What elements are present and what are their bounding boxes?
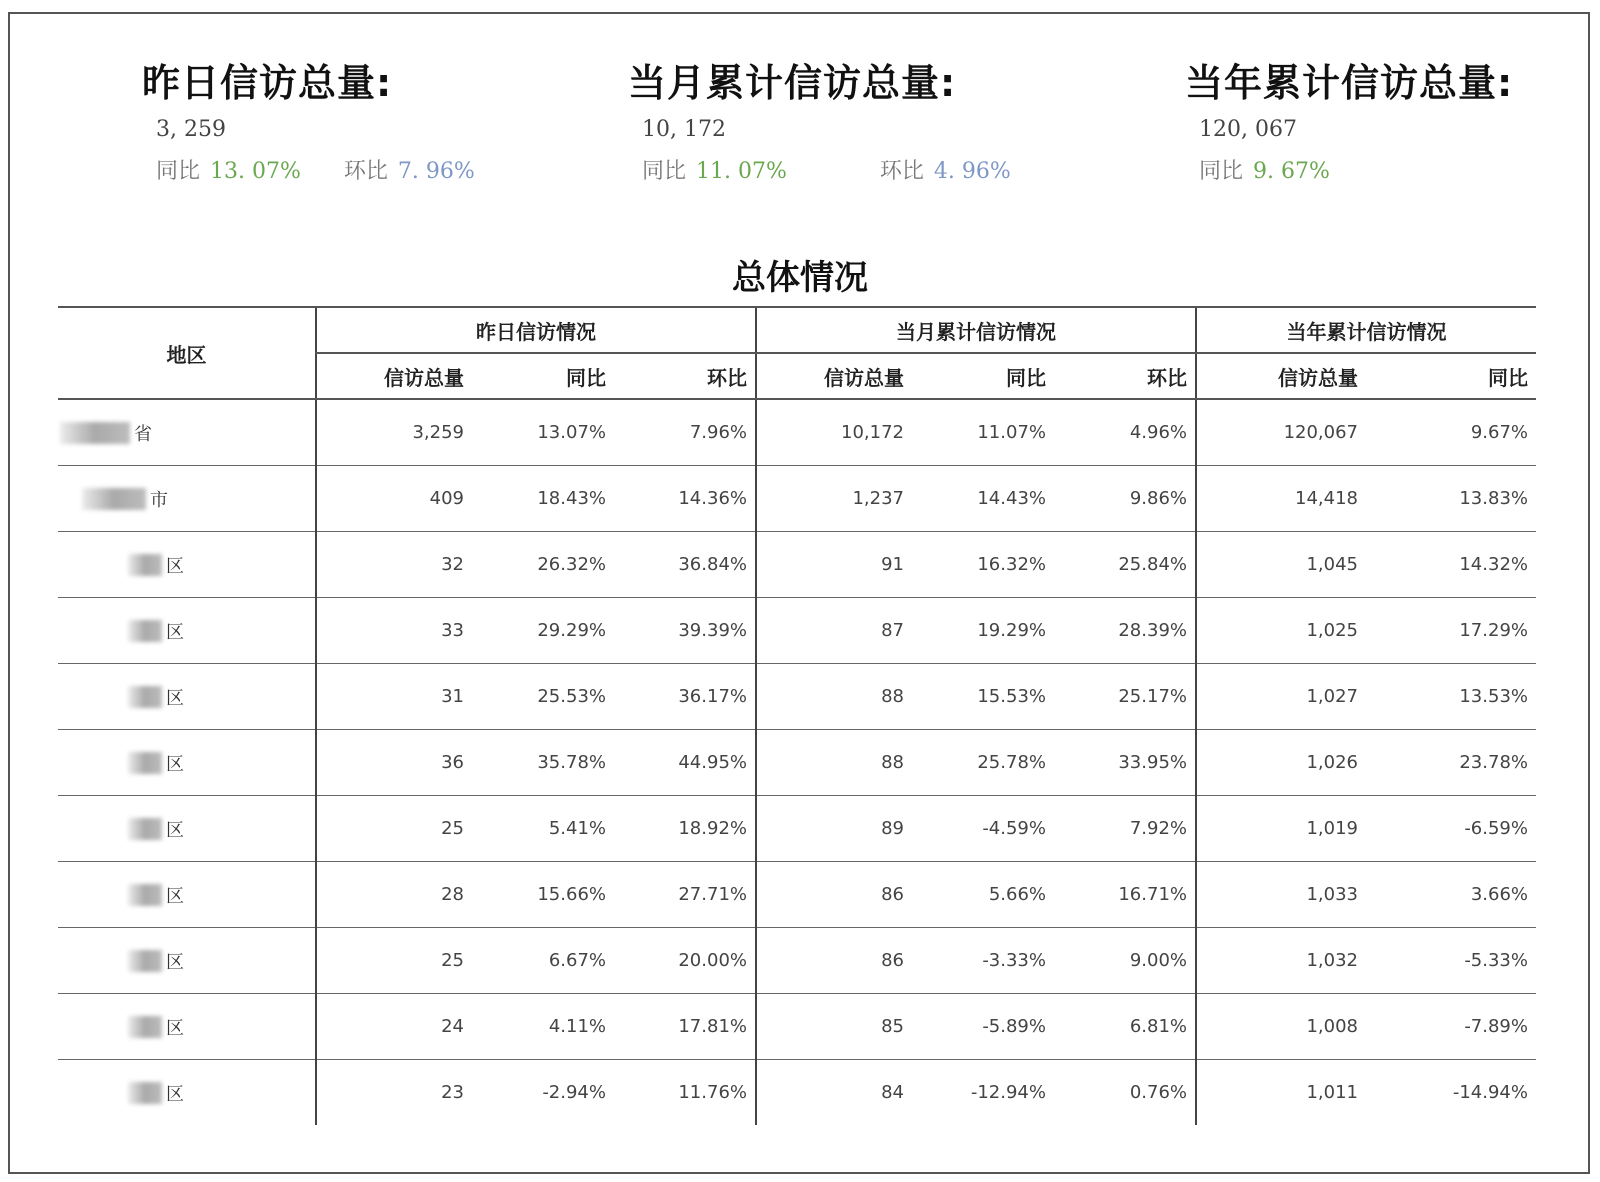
region-suffix: 区 — [166, 1083, 184, 1105]
group-header-year: 当年累计信访情况 — [1196, 307, 1536, 353]
col-header: 环比 — [614, 353, 756, 399]
table-cell: 14.32% — [1366, 532, 1536, 598]
kpi-changes — [1199, 154, 1513, 185]
table-cell: 120,067 — [1196, 399, 1366, 466]
yoy-value: 9. 67% — [1253, 159, 1330, 184]
region-cell — [58, 1060, 316, 1126]
redacted-region-name — [128, 752, 162, 774]
table-cell: 6.81% — [1054, 994, 1196, 1060]
table-row — [58, 796, 1536, 862]
table-cell: 26.32% — [472, 532, 614, 598]
table-cell: 25.78% — [912, 730, 1054, 796]
yoy-label: 同比 — [642, 159, 687, 184]
redacted-region-name — [82, 488, 146, 510]
table-cell: 6.67% — [472, 928, 614, 994]
table-cell: 1,033 — [1196, 862, 1366, 928]
table-cell: 17.81% — [614, 994, 756, 1060]
redacted-region-name — [128, 884, 162, 906]
table-cell: 33 — [316, 598, 472, 664]
region-cell — [58, 994, 316, 1060]
kpi-value: 120, 067 — [1199, 117, 1297, 142]
redacted-region-name — [128, 620, 162, 642]
table-cell: 39.39% — [614, 598, 756, 664]
table-cell: -3.33% — [912, 928, 1054, 994]
table-cell: 13.83% — [1366, 466, 1536, 532]
group-header-yesterday: 昨日信访情况 — [316, 307, 756, 353]
redacted-region-name — [128, 1016, 162, 1038]
table-cell: 5.66% — [912, 862, 1054, 928]
region-suffix: 区 — [166, 951, 184, 973]
region-suffix: 区 — [166, 555, 184, 577]
table-cell: 36.84% — [614, 532, 756, 598]
region-suffix: 区 — [166, 621, 184, 643]
yoy-label: 同比 — [1199, 159, 1244, 184]
region-suffix: 区 — [166, 1017, 184, 1039]
group-header-month: 当月累计信访情况 — [756, 307, 1196, 353]
table-cell: 14.36% — [614, 466, 756, 532]
table-cell: 18.43% — [472, 466, 614, 532]
table-cell: 25.84% — [1054, 532, 1196, 598]
table-cell: 25.53% — [472, 664, 614, 730]
region-suffix: 省 — [134, 423, 152, 445]
table-cell: 36 — [316, 730, 472, 796]
table-cell: 4.96% — [1054, 399, 1196, 466]
table-cell: 1,026 — [1196, 730, 1366, 796]
kpi-value: 10, 172 — [642, 117, 726, 142]
yoy-label: 同比 — [156, 159, 201, 184]
table-cell: 15.53% — [912, 664, 1054, 730]
table-cell: 409 — [316, 466, 472, 532]
table-cell: -12.94% — [970, 1082, 1046, 1103]
table-cell: 1,032 — [1196, 928, 1366, 994]
region-cell — [58, 862, 316, 928]
table-cell: 85 — [756, 994, 912, 1060]
table-cell: 44.95% — [614, 730, 756, 796]
redacted-region-name — [60, 422, 130, 444]
table-cell: 16.32% — [912, 532, 1054, 598]
table-cell: 13.53% — [1366, 664, 1536, 730]
mom-value: 7. 96% — [397, 159, 475, 184]
table-cell: -5.33% — [1366, 928, 1536, 994]
col-header: 信访总量 — [1196, 353, 1366, 399]
table-cell: 1,237 — [756, 466, 912, 532]
table-cell: 23 — [316, 1060, 472, 1126]
table-cell: 5.41% — [472, 796, 614, 862]
table-cell: 35.78% — [472, 730, 614, 796]
table-cell: 9.67% — [1366, 399, 1536, 466]
redacted-region-name — [128, 950, 162, 972]
table-cell: 11.76% — [678, 1082, 747, 1103]
table-cell: 14,418 — [1196, 466, 1366, 532]
region-suffix: 区 — [166, 819, 184, 841]
region-cell — [58, 928, 316, 994]
table-cell: 9.86% — [1054, 466, 1196, 532]
table-body — [58, 399, 1536, 1125]
kpi-value: 3, 259 — [156, 117, 226, 142]
kpi-title: 昨日信访总量: — [142, 61, 393, 105]
mom-value: 4. 96% — [933, 159, 1011, 184]
table-cell: 13.07% — [472, 399, 614, 466]
table-cell: 32 — [316, 532, 472, 598]
table-cell: 14.43% — [912, 466, 1054, 532]
table-cell: 11.07% — [912, 399, 1054, 466]
table-cell: 1,027 — [1196, 664, 1366, 730]
table-cell: 25 — [316, 928, 472, 994]
table-cell: 1,008 — [1196, 994, 1366, 1060]
redacted-region-name — [128, 818, 162, 840]
table-cell: 4.11% — [472, 994, 614, 1060]
col-header: 同比 — [472, 353, 614, 399]
region-cell — [58, 730, 316, 796]
table-cell: 0.76% — [1129, 1082, 1187, 1103]
kpi-title: 当年累计信访总量: — [1185, 61, 1514, 105]
table-row — [58, 994, 1536, 1060]
table-cell: -2.94% — [542, 1082, 606, 1103]
table-cell: 7.92% — [1054, 796, 1196, 862]
region-suffix: 区 — [166, 687, 184, 709]
table-cell: -7.89% — [1366, 994, 1536, 1060]
table-cell: -4.59% — [912, 796, 1054, 862]
yoy-value: 11. 07% — [696, 159, 787, 184]
col-header: 信访总量 — [316, 353, 472, 399]
kpi-year — [1185, 52, 1513, 185]
table-cell: 1,025 — [1196, 598, 1366, 664]
summary-table — [58, 306, 1536, 1125]
table-cell: 19.29% — [912, 598, 1054, 664]
mom-label: 环比 — [343, 159, 388, 184]
table-cell: 24 — [316, 994, 472, 1060]
table-cell: 3.66% — [1366, 862, 1536, 928]
table-cell: 25 — [316, 796, 472, 862]
region-cell — [58, 532, 316, 598]
region-suffix: 区 — [166, 885, 184, 907]
table-cell: 33.95% — [1054, 730, 1196, 796]
region-cell — [58, 796, 316, 862]
table-row — [58, 730, 1536, 796]
table-cell: 15.66% — [472, 862, 614, 928]
table-row — [58, 532, 1536, 598]
kpi-changes — [642, 154, 1011, 185]
table-cell: 86 — [756, 862, 912, 928]
section-title: 总体情况 — [732, 258, 868, 298]
table-cell: 29.29% — [472, 598, 614, 664]
table-cell: 86 — [756, 928, 912, 994]
table-cell: 28 — [316, 862, 472, 928]
table-cell: 23.78% — [1366, 730, 1536, 796]
table-cell: 36.17% — [614, 664, 756, 730]
table-row — [58, 664, 1536, 730]
region-header: 地区 — [58, 307, 316, 399]
table-cell: 27.71% — [614, 862, 756, 928]
kpi-title: 当月累计信访总量: — [628, 61, 957, 105]
table-cell: 7.96% — [614, 399, 756, 466]
region-cell — [58, 664, 316, 730]
table-cell: 9.00% — [1054, 928, 1196, 994]
col-header: 信访总量 — [756, 353, 912, 399]
kpi-month — [628, 52, 1011, 185]
col-header: 同比 — [912, 353, 1054, 399]
table-cell: 20.00% — [614, 928, 756, 994]
yoy-value: 13. 07% — [210, 159, 301, 184]
col-header: 同比 — [1366, 353, 1536, 399]
region-cell — [58, 598, 316, 664]
table-row — [58, 928, 1536, 994]
table-cell: -14.94% — [1452, 1082, 1528, 1103]
table-cell: 25.17% — [1054, 664, 1196, 730]
table-cell: 91 — [756, 532, 912, 598]
table-cell: -5.89% — [912, 994, 1054, 1060]
table-cell: 1,045 — [1196, 532, 1366, 598]
region-suffix: 市 — [150, 489, 168, 511]
table-cell: 89 — [756, 796, 912, 862]
region-cell — [58, 466, 316, 532]
table-row — [58, 598, 1536, 664]
table-cell: 1,019 — [1196, 796, 1366, 862]
col-header: 环比 — [1054, 353, 1196, 399]
region-suffix: 区 — [166, 753, 184, 775]
table-cell: 31 — [316, 664, 472, 730]
kpi-changes — [156, 154, 475, 185]
table-cell: 84 — [756, 1060, 912, 1126]
table-cell: 88 — [756, 730, 912, 796]
table-row — [58, 399, 1536, 466]
redacted-region-name — [128, 686, 162, 708]
table-row — [58, 862, 1536, 928]
redacted-region-name — [128, 1082, 162, 1104]
redacted-region-name — [128, 554, 162, 576]
table-cell: 16.71% — [1054, 862, 1196, 928]
table-cell: 28.39% — [1054, 598, 1196, 664]
table-cell: 17.29% — [1366, 598, 1536, 664]
table-cell: 10,172 — [756, 399, 912, 466]
table-cell: 87 — [756, 598, 912, 664]
table-cell: 88 — [756, 664, 912, 730]
mom-label: 环比 — [879, 159, 924, 184]
table-row — [58, 466, 1536, 532]
table-cell: 18.92% — [614, 796, 756, 862]
table-cell: 1,011 — [1196, 1060, 1366, 1126]
table-row — [58, 1060, 1536, 1126]
table-cell: -6.59% — [1366, 796, 1536, 862]
table-cell: 3,259 — [316, 399, 472, 466]
region-cell — [58, 399, 316, 466]
kpi-yesterday — [142, 52, 475, 185]
